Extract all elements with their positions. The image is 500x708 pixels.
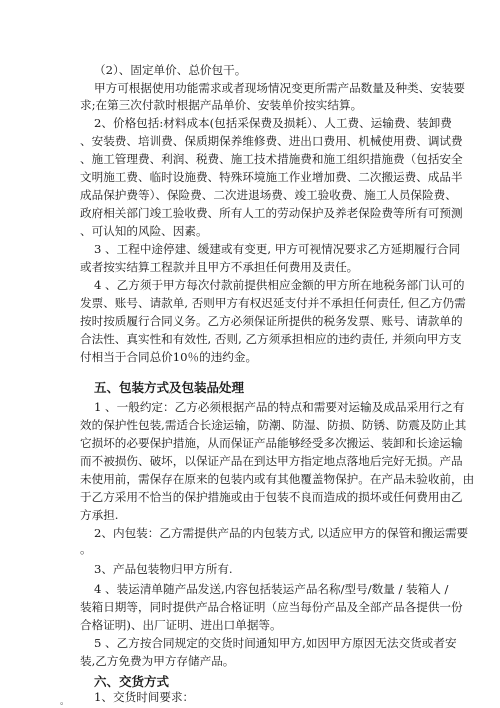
text-line: 求;在第三次付款时根据产品单价、安装单价按实结算。 bbox=[80, 98, 363, 112]
text-line: 、可认知的风险、因素。 bbox=[80, 224, 208, 238]
section-heading-delivery: 六、交货方式 bbox=[94, 674, 170, 689]
text-line: 3、产品包装物归甲方所有. bbox=[94, 562, 233, 576]
section-heading-packaging: 五、包装方式及包装品处理 bbox=[94, 380, 245, 395]
text-line: 1 、一般约定：乙方必须根据产品的特点和需要对运输及成品采用行之有 bbox=[94, 400, 465, 414]
text-line: 甲方可根据使用功能需求或者现场情况变更所需产品数量及种类、安装要 bbox=[94, 81, 466, 95]
text-line: 、施工管理费、利润、税费、施工技术措施费和施工组织措施费（包括安全 bbox=[80, 152, 463, 166]
text-line: 。 bbox=[80, 542, 92, 556]
text-line: 于乙方采用不恰当的保护措施或由于包装不良而造成的损坏或任何费用由乙 bbox=[80, 490, 463, 504]
text-line: 成品保护费等）、保险费、二次进退场费、竣工验收费、施工人员保险费、 bbox=[80, 188, 457, 202]
text-line: 付相当于合同总价10％的违约金。 bbox=[80, 350, 258, 364]
text-line: 合格证明)、出厂证明、进出口单据等。 bbox=[80, 618, 282, 632]
text-line: 未使用前，需保存在原来的包装内或有其他覆盖物保护。在产品未验收前，由 bbox=[80, 472, 475, 486]
text-line: 、安装费、培训费、保质期保养维修费、进出口费用、机械使用费、调试费 bbox=[80, 134, 463, 148]
text-line: 它损坏的必要保护措施，从而保证产品能够经受多次搬运、装卸和长途运输 bbox=[80, 436, 463, 450]
text-line: 文明施工费、临时设施费、特殊环境施工作业增加费、二次搬运费、成品半 bbox=[80, 170, 463, 184]
text-line: 合法性、真实性和有效性, 否则, 乙方须承担相应的违约责任, 并须向甲方支 bbox=[80, 332, 462, 346]
text-line: 而不被损伤、破坏，以保证产品在到达甲方指定地点落地后完好无损。产品 bbox=[80, 454, 463, 468]
text-line: 方承担. bbox=[80, 508, 119, 522]
text-line: （2）、固定单价、总价包干。 bbox=[94, 63, 247, 77]
text-line: 3 、工程中途停建、缓建或有变更, 甲方可视情况要求乙方延期履行合同 bbox=[94, 242, 461, 256]
text-line: 4 、乙方须于甲方每次付款前提供相应金额的甲方所在地税务部门认可的 bbox=[94, 278, 465, 292]
text-line: 按时按质履行合同义务。乙方必须保证所提供的税务发票、账号、请款单的 bbox=[80, 314, 463, 328]
text-line: 政府相关部门竣工验收费、所有人工的劳动保护及养老保险费等所有可预测 bbox=[80, 206, 463, 220]
text-line: 2、价格包括:材料成本(包括采保费及损耗）、人工费、运输费、装卸费 bbox=[94, 116, 452, 130]
text-line: 发票、账号、请款单, 否则甲方有权迟延支付并不承担任何责任, 但乙方仍需 bbox=[80, 296, 466, 310]
text-line: 装,乙方免费为甲方存储产品。 bbox=[80, 654, 235, 668]
text-line: 1、交货时间要求： bbox=[94, 690, 195, 704]
text-line: 。 bbox=[60, 697, 70, 707]
text-line: 2、内包装：乙方需提供产品的内包装方式, 以适应甲方的保管和搬运需要 bbox=[94, 526, 469, 540]
text-line: 效的保护性包装,需适合长途运输，防潮、防湿、防损、防锈、防震及防止其 bbox=[80, 418, 467, 432]
text-line: 装箱日期等，同时提供产品合格证明（应当每份产品及全部产品各提供一份 bbox=[80, 600, 463, 614]
text-line: 4 、装运清单随产品发送,内容包括装运产品名称/型号/数量 / 装箱人 / bbox=[94, 582, 449, 596]
text-line: 5 、乙方按合同规定的交货时间通知甲方,如因甲方原因无法交货或者安 bbox=[94, 636, 457, 650]
text-line: 或者按实结算工程款并且甲方不承担任何费用及责任。 bbox=[80, 260, 359, 274]
